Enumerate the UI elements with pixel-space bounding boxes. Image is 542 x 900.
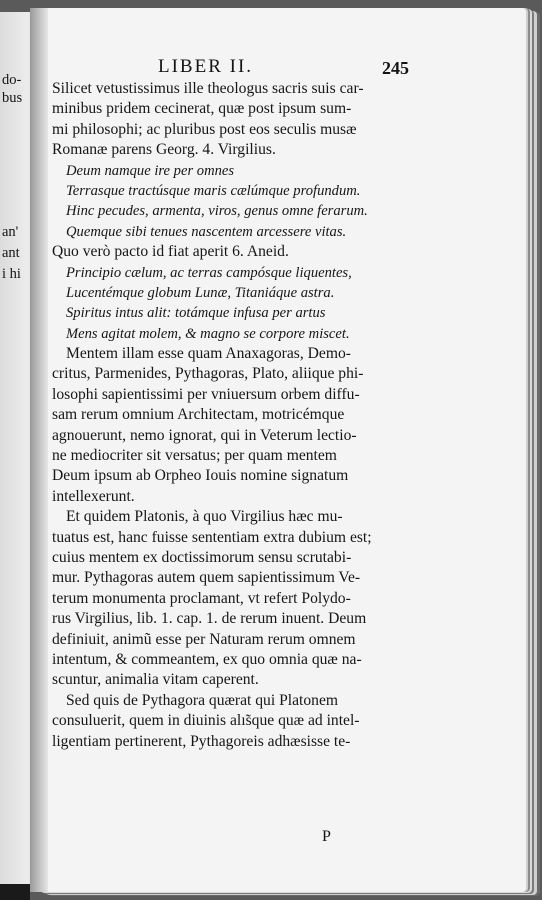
left-page-fragment: an'	[2, 224, 19, 240]
text-line: rus Virgilius, lib. 1. cap. 1. de rerum inuent. Deum	[52, 610, 367, 628]
left-page-fragment: bus	[2, 90, 23, 106]
text-line: Romanæ parens Georg. 4. Virgilius.	[52, 141, 276, 159]
text-line: Et quidem Platonis, à quo Virgilius hæc mu-	[66, 508, 343, 526]
text-line: ligentiam pertinerent, Pythagoreis adhæsisse te-	[52, 732, 351, 750]
verse-line: Principio cælum, ac terras campósque liquentes,	[66, 264, 352, 281]
catchword: P	[322, 828, 331, 845]
text-line: terum monumenta proclamant, vt refert Polydo-	[52, 589, 351, 607]
text-line: Quo verò pacto id fiat aperit 6. Aneid.	[52, 243, 289, 261]
verse-line: Hinc pecudes, armenta, viros, genus omne ferarum.	[66, 203, 368, 220]
body-text	[52, 79, 502, 752]
left-page-fragment: i hi	[2, 266, 21, 282]
left-page-fragment: do-	[2, 72, 22, 88]
text-line: Mentem illam esse quam Anaxagoras, Demo-	[66, 345, 351, 363]
running-head: LIBER II.	[158, 56, 254, 77]
text-line: intentum, & commeantem, ex quo omnia quæ na-	[52, 650, 362, 668]
book-gutter	[30, 8, 48, 892]
text-line: critus, Parmenides, Pythagoras, Plato, aliique phi-	[52, 365, 364, 383]
verse-line: Quemque sibi tenues nascentem arcessere vitas.	[66, 223, 347, 240]
text-line: Deum ipsum ab Orpheo Iouis nomine signatum	[52, 467, 349, 485]
text-line: minibus pridem cecinerat, quæ post ipsum sum-	[52, 100, 352, 118]
text-line: definiuit, animũ esse per Naturam rerum omnem	[52, 630, 356, 648]
verse-line: Terrasque tractúsque maris cælúmque profundum.	[66, 182, 361, 199]
text-line: intellexerunt.	[52, 487, 135, 505]
text-line: losophi sapientissimi per vniuersum orbem diffu-	[52, 385, 360, 403]
text-line: cuius mentem ex doctissimorum sensu scrutabi-	[52, 548, 352, 566]
text-line: tuatus est, hanc fuisse sententiam extra dubium est;	[52, 528, 372, 546]
verse-line: Deum namque ire per omnes	[66, 162, 235, 179]
page-number: 245	[382, 58, 409, 78]
text-line: consuluerit, quem in diuinis alı̃sque quæ ad intel-	[52, 712, 360, 730]
text-line: agnouerunt, nemo ignorat, qui in Veterum lectio-	[52, 426, 357, 444]
verse-line: Mens agitat molem, & magno se corpore miscet.	[66, 325, 350, 342]
text-line: scuntur, animalia vitam caperent.	[52, 671, 259, 689]
text-line: Silicet vetustissimus ille theologus sacris suis car-	[52, 80, 364, 97]
text-line: mur. Pythagoras autem quem sapientissimum Ve-	[52, 569, 361, 587]
text-line: Sed quis de Pythagora quærat qui Platonem	[66, 691, 338, 709]
text-line: sam rerum omnium Architectam, motricémque	[52, 406, 345, 424]
text-line: ne mediocriter sit versatus; per quam mentem	[52, 447, 337, 465]
verse-line: Spiritus intus alit: totámque infusa per artus	[66, 305, 326, 322]
book-spine-shadow	[0, 884, 30, 900]
verse-line: Lucentémque globum Lunæ, Titaniáque astra.	[66, 284, 335, 301]
text-line: mi philosophi; ac pluribus post eos seculis musæ	[52, 120, 357, 138]
left-page-fragment: ant	[2, 245, 20, 261]
